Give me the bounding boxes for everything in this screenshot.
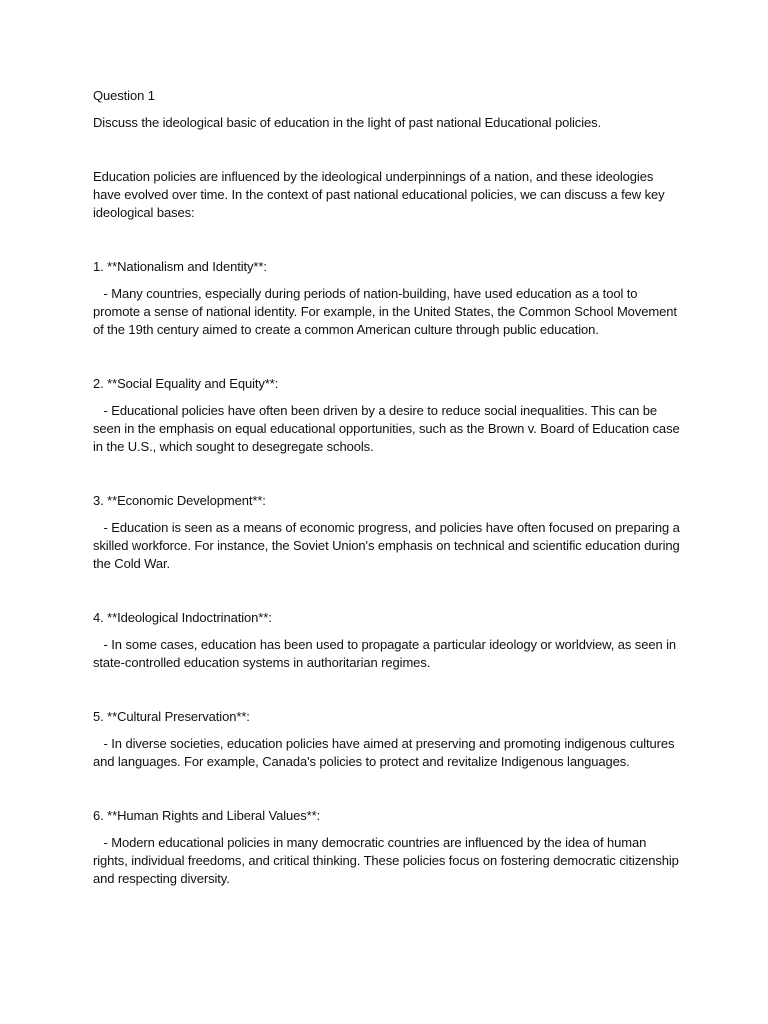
item-6 xyxy=(93,807,683,888)
item-body: - Many countries, especially during periods of nation-building, have used education as a tool to promote a sense of national identity. For example, in the United States, the Common School Movement of the 19th century aimed to create a common American culture through public education. xyxy=(93,286,681,337)
item-heading: 1. **Nationalism and Identity**: xyxy=(93,259,267,274)
item-heading: 5. **Cultural Preservation**: xyxy=(93,709,250,724)
item-heading: 3. **Economic Development**: xyxy=(93,493,266,508)
item-4 xyxy=(93,609,683,672)
item-heading: 4. **Ideological Indoctrination**: xyxy=(93,610,272,625)
intro-paragraph: Education policies are influenced by the ideological underpinnings of a nation, and these ideologies have evolved over time. In the context of past national educational policies, we can discuss a few key ideological bases: xyxy=(93,169,669,220)
item-heading: 2. **Social Equality and Equity**: xyxy=(93,376,279,391)
question-text: Discuss the ideological basic of education in the light of past national Educational policies. xyxy=(93,115,602,130)
item-body: - In some cases, education has been used to propagate a particular ideology or worldview, as seen in state-controlled education systems in authoritarian regimes. xyxy=(93,637,680,670)
item-1 xyxy=(93,258,683,339)
item-2 xyxy=(93,375,683,456)
document-page xyxy=(93,87,683,924)
item-heading: 6. **Human Rights and Liberal Values**: xyxy=(93,808,321,823)
item-body: - In diverse societies, education policies have aimed at preserving and promoting indigenous cultures and languages. For example, Canada's policies to protect and revitalize Indigenous languages. xyxy=(93,736,678,769)
item-3 xyxy=(93,492,683,573)
item-body: - Modern educational policies in many democratic countries are influenced by the idea of human rights, individual freedoms, and critical thinking. These policies focus on fostering democratic citizenship and respecting diversity. xyxy=(93,835,683,886)
item-body: - Educational policies have often been driven by a desire to reduce social inequalities. This can be seen in the emphasis on equal educational opportunities, such as the Brown v. Board of Education case in the U.S., which sought to desegregate schools. xyxy=(93,403,684,454)
item-body: - Education is seen as a means of economic progress, and policies have often focused on preparing a skilled workforce. For instance, the Soviet Union's emphasis on technical and scientific education during the Cold War. xyxy=(93,520,684,571)
item-5 xyxy=(93,708,683,771)
question-label: Question 1 xyxy=(93,88,155,103)
